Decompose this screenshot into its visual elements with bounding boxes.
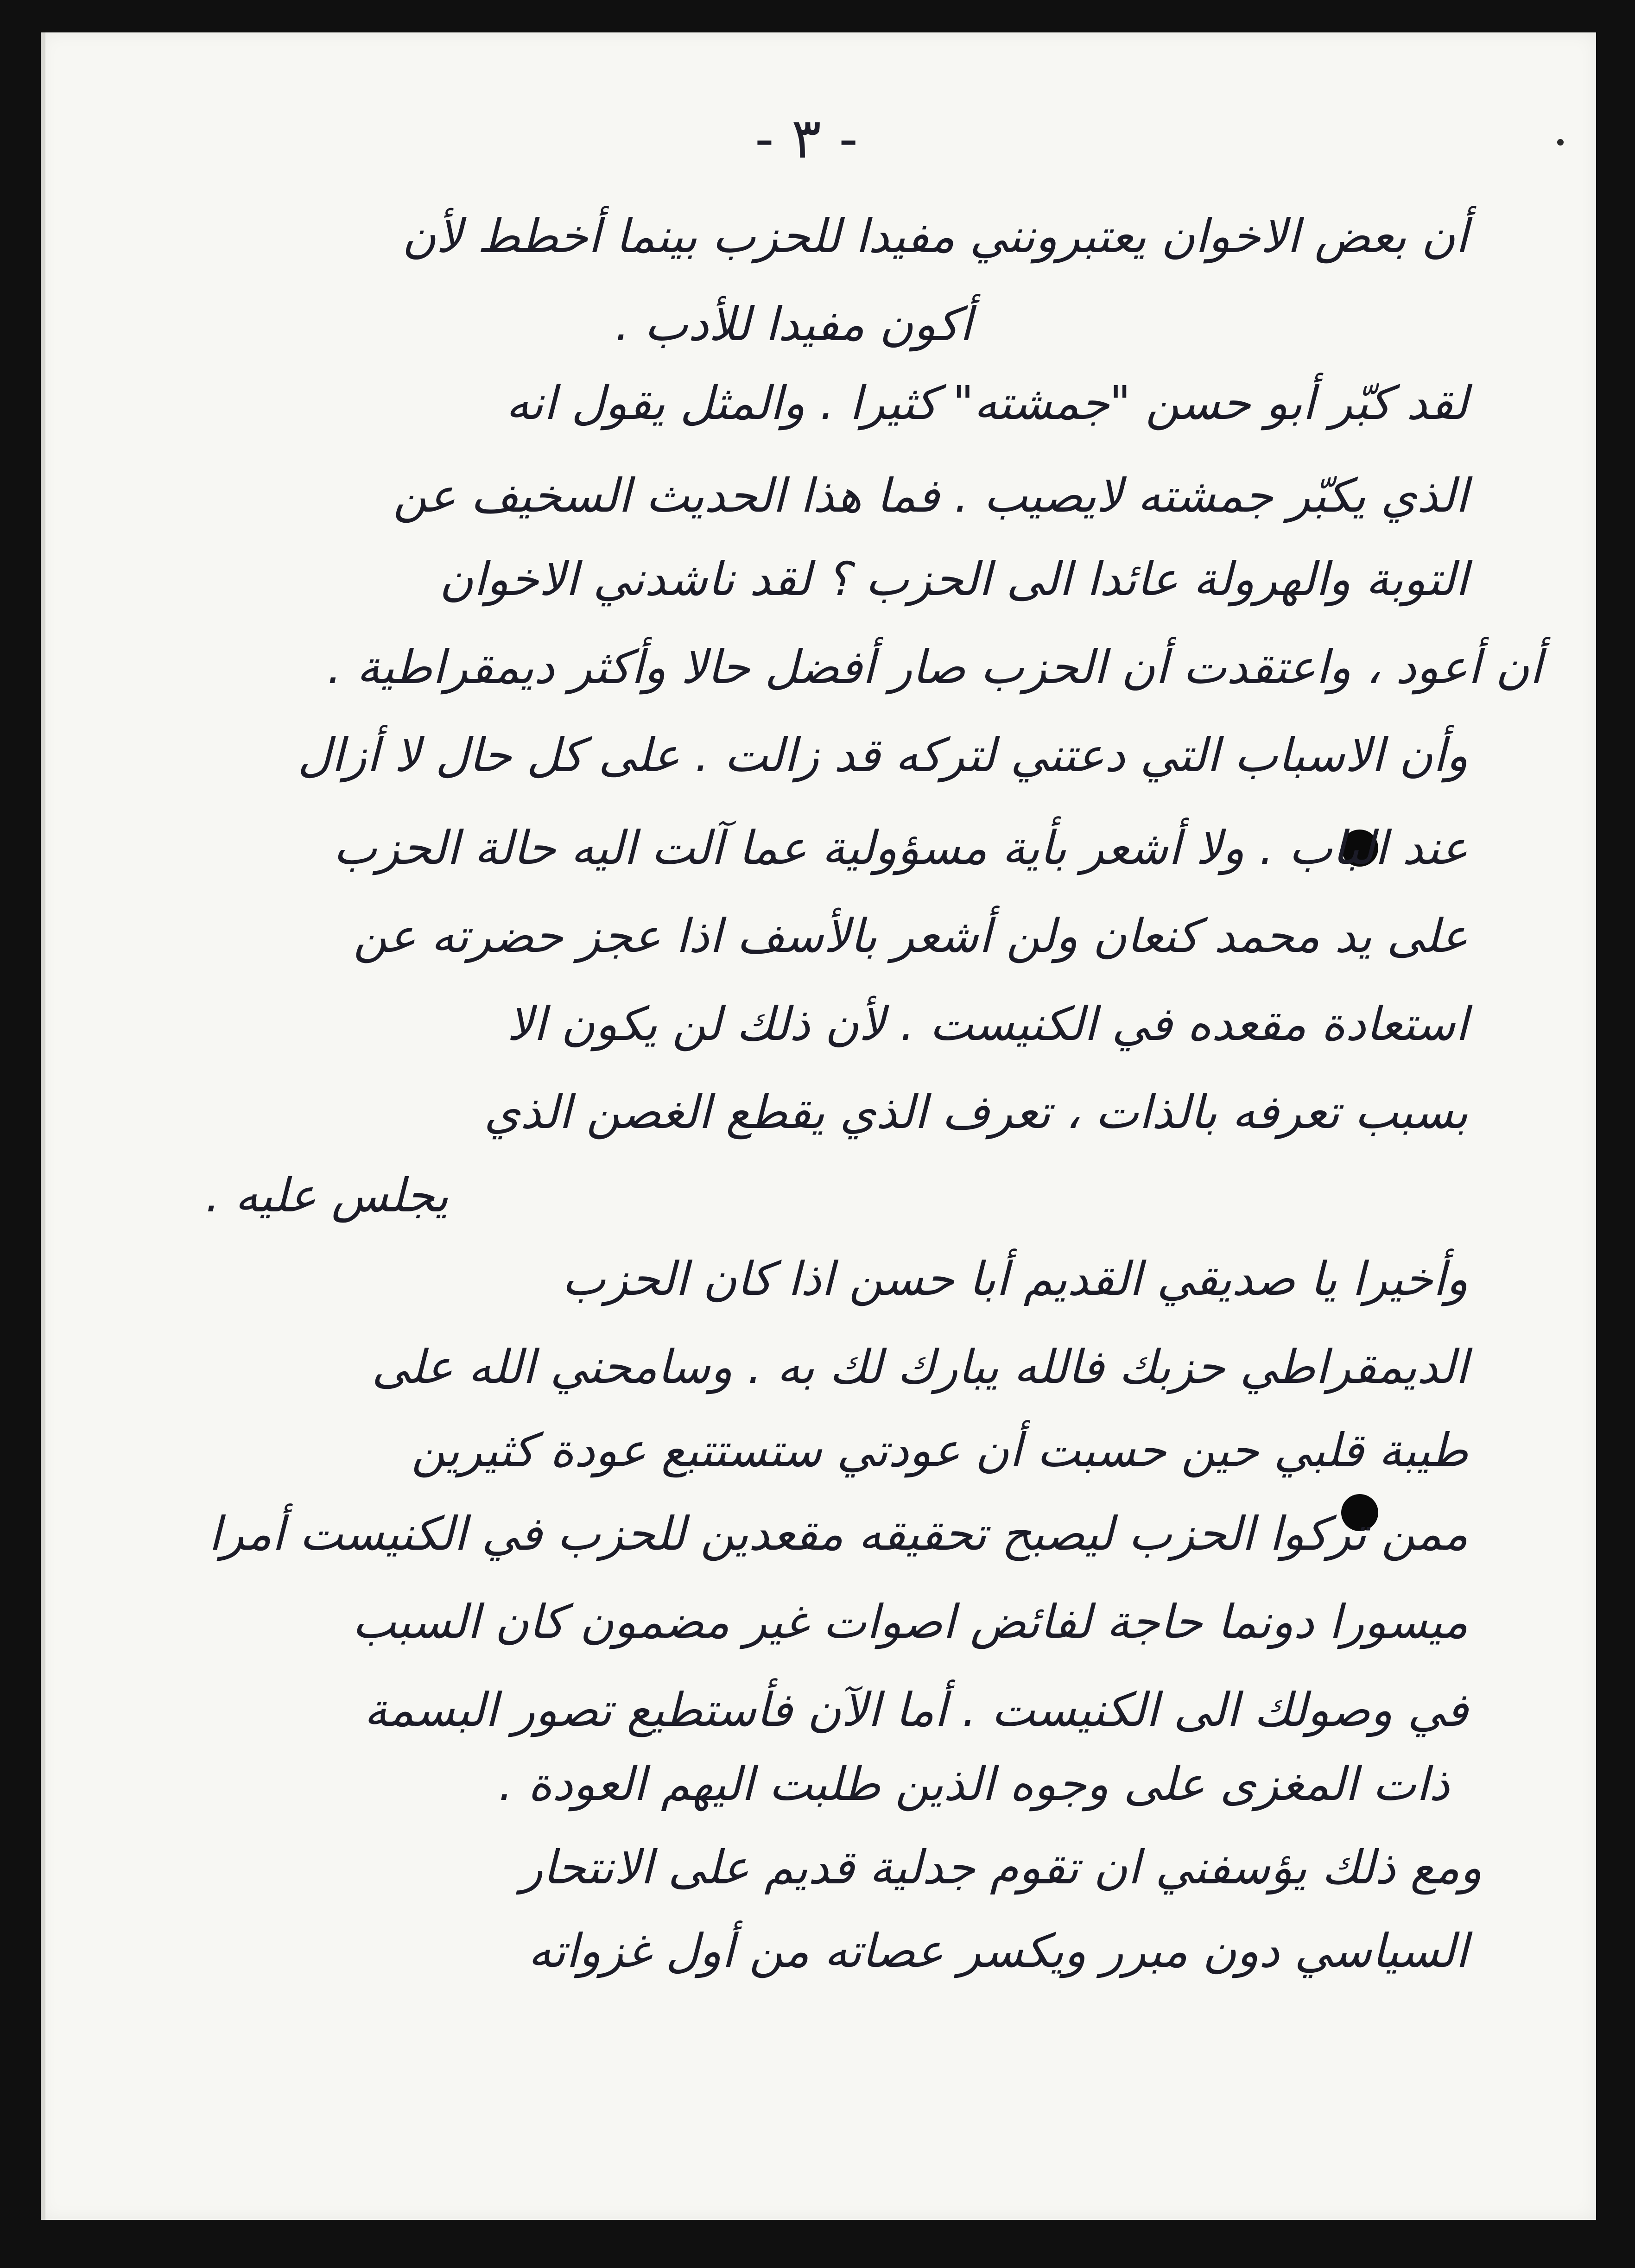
text-line-11: بسبب تعرفه بالذات ، تعرف الذي يقطع الغصن الذي — [484, 1085, 1468, 1139]
text-line-14: الديمقراطي حزبك فالله يبارك لك به . وسامحني الله على — [372, 1340, 1468, 1394]
text-line-15: طيبة قلبي حين حسبت أن عودتي ستستتبع عودة كثيرين — [411, 1423, 1468, 1477]
ink-speck — [1557, 139, 1564, 146]
text-line-20: ومع ذلك يؤسفني ان تقوم جدلية قديم على الانتحار — [520, 1840, 1482, 1894]
text-line-8: عند الباب . ولا أشعر بأية مسؤولية عما آلت اليه حالة الحزب — [333, 821, 1468, 875]
text-line-5: التوبة والهرولة عائدا الى الحزب ؟ لقد ناشدني الاخوان — [439, 552, 1468, 606]
text-line-4: الذي يكبّر جمشته لايصيب . فما هذا الحديث السخيف عن — [393, 469, 1468, 523]
text-line-7: وأن الاسباب التي دعتني لتركه قد زالت . على كل حال لا أزال — [298, 728, 1468, 782]
text-line-9: على يد محمد كنعان ولن أشعر بالأسف اذا عجز حضرته عن — [353, 909, 1468, 963]
page-number: - ٣ - — [755, 107, 858, 171]
text-line-21: السياسي دون مبرر ويكسر عصاته من أول غزواته — [528, 1924, 1468, 1978]
text-line-2: أكون مفيدا للأدب . — [615, 297, 972, 351]
paper-edge — [41, 32, 45, 2220]
text-line-12: يجلس عليه . — [205, 1168, 449, 1223]
text-line-16: ممن تركوا الحزب ليصبح تحقيقه مقعدين للحزب في الكنيست أمرا — [208, 1507, 1468, 1561]
text-line-18: في وصولك الى الكنيست . أما الآن فأستطيع تصور البسمة — [364, 1683, 1468, 1737]
text-line-17: ميسورا دونما حاجة لفائض اصوات غير مضمون كان السبب — [352, 1595, 1468, 1649]
text-line-19: ذات المغزى على وجوه الذين طلبت اليهم العودة . — [498, 1757, 1450, 1811]
text-line-3: لقد كبّر أبو حسن "جمشته" كثيرا . والمثل يقول انه — [506, 376, 1468, 430]
text-line-10: استعادة مقعده في الكنيست . لأن ذلك لن يكون الا — [507, 997, 1468, 1051]
text-line-6: أن أعود ، واعتقدت أن الحزب صار أفضل حالا وأكثر ديمقراطية . — [327, 640, 1542, 694]
text-line-1: أن بعض الاخوان يعتبرونني مفيدا للحزب بينما أخطط لأن — [402, 209, 1468, 263]
text-line-13: وأخيرا يا صديقي القديم أبا حسن اذا كان الحزب — [562, 1252, 1468, 1306]
